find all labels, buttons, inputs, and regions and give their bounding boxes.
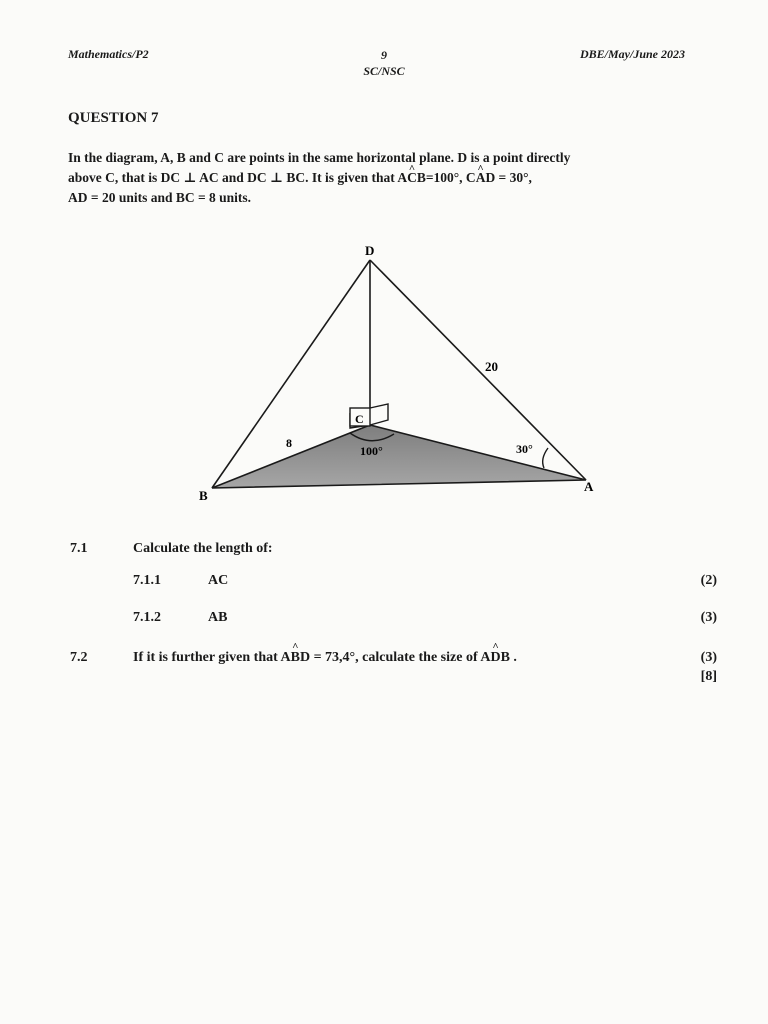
label-a: A	[584, 479, 594, 494]
question-7-2-number: 7.2	[70, 650, 88, 665]
question-7-1-2-number: 7.1.2	[133, 610, 161, 625]
angle-arc-cad	[543, 448, 548, 468]
label-d: D	[365, 243, 375, 258]
right-angle-marker	[370, 404, 388, 425]
intro-line-3: AD = 20 units and BC = 8 units.	[68, 190, 252, 205]
question-7-1-1-text: AC	[208, 573, 229, 588]
label-ad-length: 20	[485, 359, 498, 374]
question-7-1-2-marks: (3)	[700, 610, 717, 625]
question-7-1-2-text: AB	[208, 610, 228, 625]
header-left: Mathematics/P2	[68, 47, 149, 61]
intro-line-1: In the diagram, A, B and C are points in the same horizontal plane. D is a point directly	[68, 150, 571, 165]
label-angle-acb: 100°	[360, 444, 383, 458]
hat-letter: ^ A	[476, 168, 486, 188]
hat-letter: ^ C	[407, 168, 417, 188]
hat-letter: ^ D	[490, 650, 500, 666]
question-title: QUESTION 7	[68, 110, 159, 126]
label-angle-cad: 30°	[516, 442, 533, 456]
question-7-1-1-marks: (2)	[700, 573, 717, 588]
question-7-1-text: Calculate the length of:	[133, 541, 273, 556]
page-number: 9	[381, 48, 387, 62]
label-bc-length: 8	[286, 436, 292, 450]
base-triangle-bca	[212, 425, 586, 488]
header-center-sub: SC/NSC	[363, 64, 405, 78]
question-total-marks: [8]	[700, 669, 717, 684]
label-c: C	[355, 412, 364, 426]
intro-line-2: above C, that is DC ⊥ AC and DC ⊥ BC. It is given that A^ CB=100°, C^ AD = 30°,	[68, 168, 678, 188]
question-7-2-marks: (3)	[700, 650, 717, 665]
header-right: DBE/May/June 2023	[580, 47, 686, 61]
hat-letter: ^ B	[291, 650, 300, 666]
question-7-1-1-number: 7.1.1	[133, 573, 161, 588]
label-b: B	[199, 488, 208, 503]
question-7-1-number: 7.1	[70, 541, 88, 556]
question-7-2-text: If it is further given that A^ BD = 73,4°, calculate the size of A^ DB .	[133, 650, 517, 666]
